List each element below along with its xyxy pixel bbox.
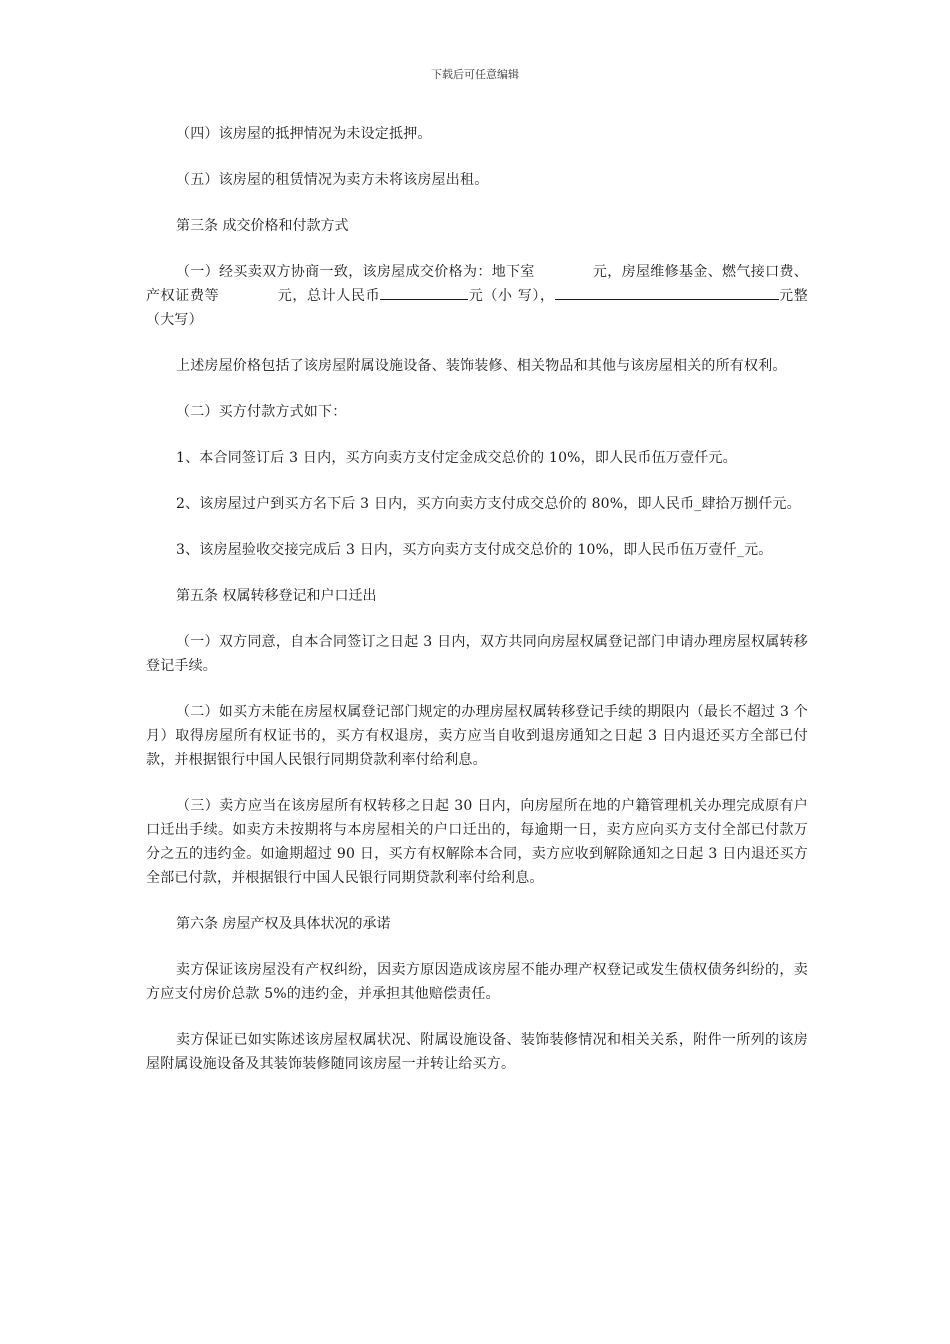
total-amount-blank: [380, 285, 468, 300]
article-3-heading: 第三条 成交价格和付款方式: [176, 218, 349, 234]
article-5-heading: 第五条 权属转移登记和户口迁出: [176, 588, 377, 604]
clause-true-statement: 卖方保证已如实陈述该房屋权属状况、附属设施设备、装饰装修情况和相关关系，附件一所列的该房屋附属设施设备及其装饰装修随同该房屋一并转让给买方。: [146, 1032, 808, 1072]
clause-transfer-registration: （一）双方同意，自本合同签订之日起 3 日内，双方共同向房屋权属登记部门申请办理房屋权属转移登记手续。: [146, 634, 808, 674]
payment-item-2: 2、该房屋过户到买方名下后 3 日内，买方向卖方支付成交总价的 80%，即人民币_肆拾万捌仟元。: [176, 496, 801, 512]
clause-no-dispute: 卖方保证该房屋没有产权纠纷，因卖方原因造成该房屋不能办理产权登记或发生债权债务纠纷的，卖方应支付房价总款 5%的违约金，并承担其他赔偿责任。: [146, 962, 808, 1002]
article-6-heading: 第六条 房屋产权及具体状况的承诺: [176, 916, 391, 932]
clause-lease: （五）该房屋的租赁情况为卖方未将该房屋出租。: [176, 172, 489, 188]
clause-registration-failure: （二）如买方未能在房屋权属登记部门规定的办理房屋权属转移登记手续的期限内（最长不超过 3 个月）取得房屋所有权证书的，买方有权退房，卖方应当自收到退房通知之日起 3 日内退还买方全部已付款，并根据银行中国人民银行同期贷款利率付给利息。: [146, 704, 808, 768]
price-text-e: 元整（大写）: [146, 288, 809, 328]
uppercase-amount-blank-2: [691, 285, 779, 300]
price-text-c: 元，总计人民币: [277, 288, 381, 304]
price-text-d: 元（小 写），: [468, 288, 555, 304]
clause-payment-method: （二）买方付款方式如下：: [176, 404, 347, 420]
document-body: [146, 122, 808, 1098]
payment-item-1: 1、本合同签订后 3 日内，买方向卖方支付定金成交总价的 10%，即人民币伍万壹仟元。: [176, 450, 737, 466]
price-text-a: （一）经买卖双方协商一致，该房屋成交价格为：地下室: [176, 264, 535, 280]
clause-price: [146, 260, 808, 332]
payment-item-3: 3、该房屋验收交接完成后 3 日内，买方向卖方支付成交总价的 10%，即人民币伍万壹仟_元。: [176, 542, 773, 558]
clause-household-registration: （三）卖方应当在该房屋所有权转移之日起 30 日内，向房屋所在地的户籍管理机关办理完成原有户口迁出手续。如卖方未按期将与本房屋相关的户口迁出的，每逾期一日，卖方应向买方支付全部已付款万分之五的违约金。如逾期超过 90 日，买方有权解除本合同，卖方应收到解除通知之日起 3 日内退还买方全部已付款，并根据银行中国人民银行同期贷款利率付给利息。: [146, 798, 808, 886]
page-header: 下载后可任意编辑: [431, 68, 519, 81]
clause-mortgage: （四）该房屋的抵押情况为未设定抵押。: [176, 126, 432, 142]
price-text-b: 元，房屋维修基金、燃气接口费、产权证费等: [146, 264, 808, 304]
clause-price-includes: 上述房屋价格包括了该房屋附属设施设备、装饰装修、相关物品和其他与该房屋相关的所有权利。: [176, 358, 787, 374]
